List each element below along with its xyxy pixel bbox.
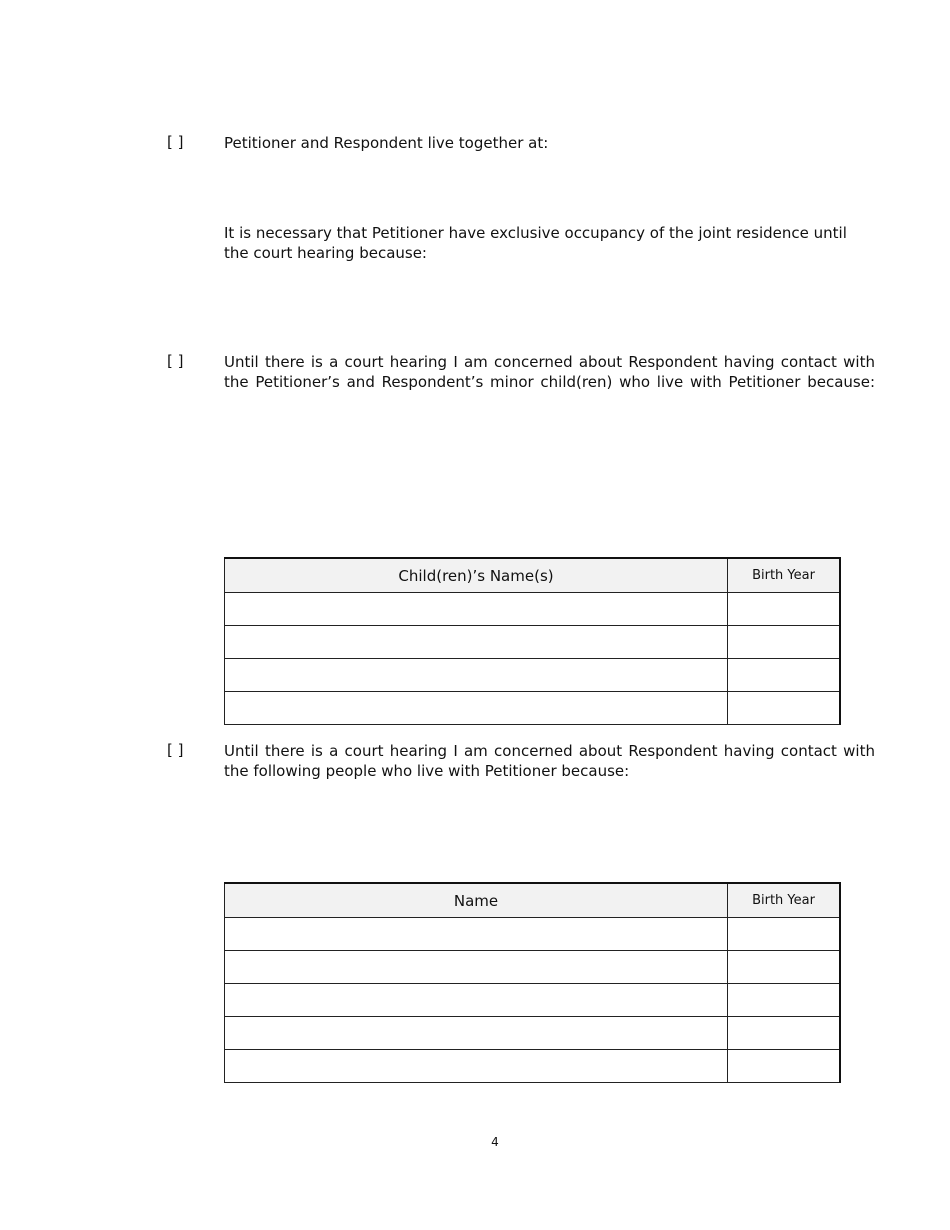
- child-name-cell[interactable]: [225, 593, 728, 626]
- table-row: [225, 951, 841, 984]
- checkbox-item-3[interactable]: [ ]: [167, 741, 184, 759]
- children-table: [224, 557, 841, 725]
- table-row: [225, 659, 841, 692]
- table-row: [225, 626, 841, 659]
- item-3-line-1: Until there is a court hearing I am concerned about Respondent having contact with: [224, 742, 875, 760]
- person-name-cell[interactable]: [225, 1050, 728, 1083]
- person-birth-year-cell[interactable]: [728, 984, 841, 1017]
- table-row: [225, 692, 841, 725]
- item-3-text: [224, 741, 875, 781]
- table-row: [225, 593, 841, 626]
- children-table-header: [225, 558, 841, 593]
- children-birth-year-header: Birth Year: [728, 558, 841, 593]
- item-3-line-2: the following people who live with Petitioner because:: [224, 762, 630, 780]
- table-row: [225, 984, 841, 1017]
- people-birth-year-header: Birth Year: [728, 883, 841, 918]
- table-row: [225, 918, 841, 951]
- item-2-line-2: the Petitioner’s and Respondent’s minor child(ren) who live with Petitioner because:: [224, 373, 875, 391]
- checkbox-item-1[interactable]: [ ]: [167, 133, 184, 151]
- child-name-cell[interactable]: [225, 626, 728, 659]
- person-name-cell[interactable]: [225, 1017, 728, 1050]
- item-1-subtext: [224, 223, 875, 263]
- people-table-header: [225, 883, 841, 918]
- person-name-cell[interactable]: [225, 951, 728, 984]
- person-birth-year-cell[interactable]: [728, 1050, 841, 1083]
- person-birth-year-cell[interactable]: [728, 918, 841, 951]
- person-name-cell[interactable]: [225, 984, 728, 1017]
- person-birth-year-cell[interactable]: [728, 951, 841, 984]
- children-name-header: Child(ren)’s Name(s): [225, 558, 728, 593]
- page-number: 4: [491, 1135, 499, 1149]
- table-row: [225, 1050, 841, 1083]
- item-1-subtext-line-1: It is necessary that Petitioner have exclusive occupancy of the joint residence until: [224, 224, 847, 242]
- item-1-subtext-line-2: the court hearing because:: [224, 244, 427, 262]
- people-name-header: Name: [225, 883, 728, 918]
- child-name-cell[interactable]: [225, 659, 728, 692]
- table-row: [225, 1017, 841, 1050]
- child-birth-year-cell[interactable]: [728, 692, 841, 725]
- person-name-cell[interactable]: [225, 918, 728, 951]
- child-name-cell[interactable]: [225, 692, 728, 725]
- child-birth-year-cell[interactable]: [728, 593, 841, 626]
- child-birth-year-cell[interactable]: [728, 626, 841, 659]
- item-2-text: [224, 352, 875, 392]
- person-birth-year-cell[interactable]: [728, 1017, 841, 1050]
- child-birth-year-cell[interactable]: [728, 659, 841, 692]
- checkbox-item-2[interactable]: [ ]: [167, 352, 184, 370]
- item-2-line-1: Until there is a court hearing I am concerned about Respondent having contact with: [224, 353, 875, 371]
- people-table: [224, 882, 841, 1083]
- item-1-text: Petitioner and Respondent live together at:: [224, 134, 549, 152]
